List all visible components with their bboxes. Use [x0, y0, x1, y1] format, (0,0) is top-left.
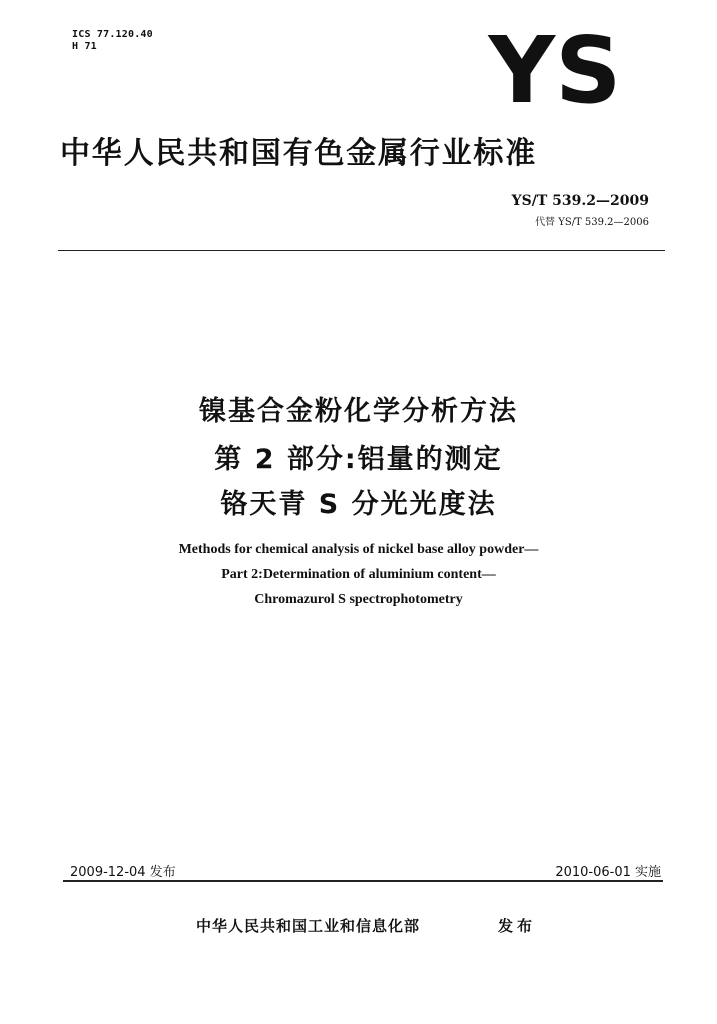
footer-divider [63, 880, 663, 882]
organization-title: 中华人民共和国有色金属行业标准 [60, 136, 537, 171]
title-en-line1: Methods for chemical analysis of nickel base alloy powder— [178, 542, 539, 557]
title-en-line3: Chromazurol S spectrophotometry [254, 592, 463, 607]
issue-label: 发布 [498, 917, 537, 935]
standard-number: YS/T 539.2—2009 [511, 193, 649, 209]
header-divider [58, 250, 665, 251]
title-cn-line2: 第 2 部分:铝量的测定 [214, 444, 503, 475]
publisher: 中华人民共和国工业和信息化部 [196, 917, 421, 935]
title-cn-line3: 铬天青 S 分光光度法 [220, 489, 497, 520]
ics-code: ICS 77.120.40 [72, 29, 153, 40]
title-cn-line1: 镍基合金粉化学分析方法 [199, 396, 518, 427]
ccs-code: H 71 [72, 41, 97, 52]
ys-logo [480, 28, 630, 108]
implementation-date: 2010-06-01 实施 [555, 865, 661, 880]
issue-date: 2009-12-04 发布 [70, 865, 176, 880]
replaces-standard: 代替 YS/T 539.2—2006 [535, 217, 649, 228]
logo-text: YS [488, 28, 622, 108]
classification-codes [72, 29, 153, 53]
title-en-line2: Part 2:Determination of aluminium content— [221, 567, 496, 582]
